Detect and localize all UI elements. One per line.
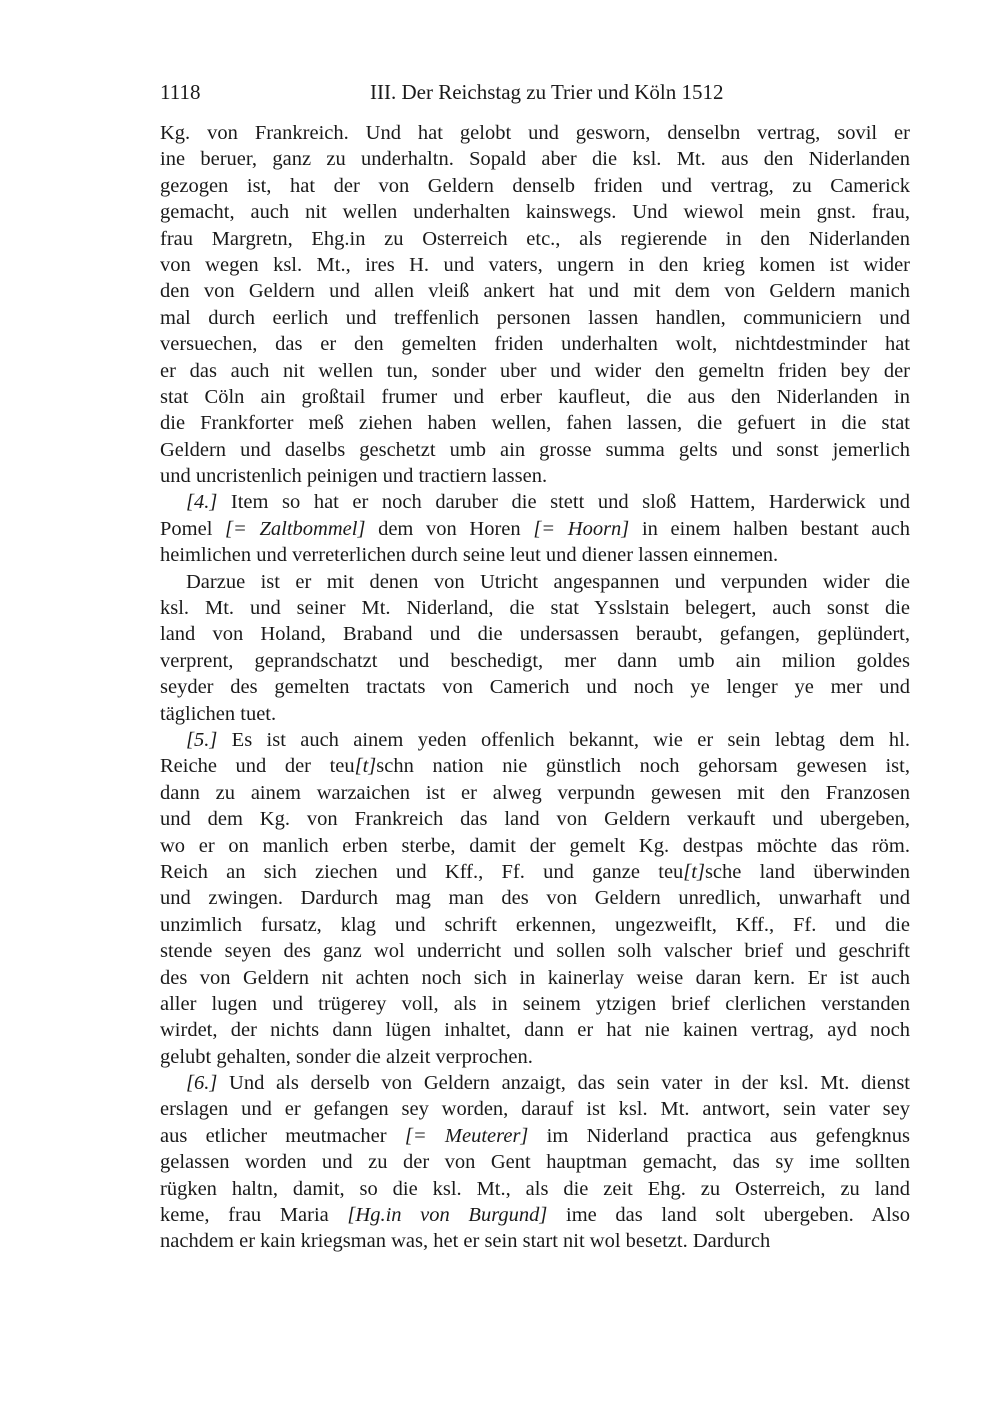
body-text <box>160 120 910 1255</box>
page-number: 1118 <box>160 80 201 104</box>
text-line <box>160 912 910 938</box>
text-segment: seyder des gemelten tractats von Camerich und noch ye lenger ye mer und <box>160 676 910 699</box>
text-line <box>160 305 910 331</box>
text-segment: des von Geldern nit achten noch sich in kainerlay weise daran kern. Er ist auch <box>160 966 910 989</box>
text-segment: und uncristenlich peinigen und tractiern lassen. <box>160 465 548 488</box>
text-line <box>160 780 910 806</box>
text-segment: wo er on manlich erben sterbe, damit der gemelt Kg. destpas möchte das röm. <box>160 834 910 857</box>
text-line <box>160 410 910 436</box>
text-segment: Pomel <box>160 517 226 540</box>
text-segment: gelubt gehalten, sonder die alzeit verprochen. <box>160 1045 533 1068</box>
text-line <box>160 278 910 304</box>
text-line <box>160 701 910 727</box>
text-segment: gelassen worden und zu der von Gent hauptman gemacht, das sy ime sollten <box>160 1151 910 1174</box>
text-line <box>160 120 910 146</box>
running-header <box>160 80 910 110</box>
text-segment: Reiche und der teu <box>160 755 355 778</box>
text-line <box>160 1149 910 1175</box>
text-segment: Kg. von Frankreich. Und hat gelobt und gesworn, denselbn vertrag, sovil er <box>160 122 910 144</box>
editorial-note: [5.] <box>186 728 218 751</box>
text-line <box>160 1176 910 1202</box>
text-line <box>160 648 910 674</box>
text-line <box>160 173 910 199</box>
text-line <box>160 146 910 172</box>
text-segment: rügken haltn, damit, so die ksl. Mt., als die zeit Ehg. zu Osterreich, zu land <box>160 1177 910 1200</box>
text-line <box>160 226 910 252</box>
text-line <box>160 1096 910 1122</box>
text-line <box>160 753 910 779</box>
text-line <box>160 859 910 885</box>
text-segment: keme, frau Maria <box>160 1204 348 1227</box>
text-segment: stende seyen des ganz wol underricht und sollen solh valscher brief und geschrift <box>160 940 910 963</box>
editorial-note: [4.] <box>186 491 218 514</box>
text-segment: heimlichen und verreterlichen durch seine leut und diener lassen einnemen. <box>160 544 779 567</box>
text-line <box>160 358 910 384</box>
text-line <box>160 569 910 595</box>
text-line <box>160 806 910 832</box>
text-line <box>160 331 910 357</box>
text-segment: den von Geldern und allen vleiß ankert hat und mit dem von Geldern manich <box>160 280 910 303</box>
text-segment: Reich an sich ziechen und Kff., Ff. und ganze teu <box>160 860 684 883</box>
text-segment: frau Margretn, Ehg.in zu Osterreich etc., als regierende in den Niderlanden <box>160 227 910 250</box>
text-line <box>160 1123 910 1149</box>
text-line <box>160 833 910 859</box>
text-segment: und zwingen. Dardurch mag man des von Geldern unredlich, unwarhaft und <box>160 887 910 910</box>
text-segment: Geldern und daselbs geschetzt umb ain grosse summa gelts und sonst jemerlich <box>160 438 910 461</box>
text-line <box>160 965 910 991</box>
text-segment: und dem Kg. von Frankreich das land von Geldern verkauft und ubergeben, <box>160 808 910 831</box>
text-line <box>160 885 910 911</box>
text-segment: nachdem er kain kriegsman was, het er sein start nit wol besetzt. Dardurch <box>160 1230 771 1253</box>
text-line <box>160 991 910 1017</box>
text-segment: erslagen und er gefangen sey worden, darauf ist ksl. Mt. antwort, sein vater sey <box>160 1098 910 1121</box>
text-line <box>160 727 910 753</box>
text-line <box>160 1202 910 1228</box>
text-segment: die Frankforter meß ziehen haben wellen, fahen lassen, die gefuert in die stat <box>160 412 910 435</box>
editorial-note: [6.] <box>186 1072 218 1095</box>
text-segment: unzimlich fursatz, klag und schrift erkennen, ungezweiflt, Kff., Ff. und die <box>160 913 910 936</box>
text-segment: verprent, geprandschatzt und beschedigt, mer dann umb ain milion goldes <box>160 649 910 672</box>
text-segment: ine beruer, ganz zu underhaltn. Sopald aber die ksl. Mt. aus den Niderlanden <box>160 148 910 171</box>
text-line <box>160 252 910 278</box>
text-line <box>160 463 910 489</box>
text-segment: wirdet, der nichts dann lügen inhaltet, dann er hat nie kainen vertrag, ayd noch <box>160 1019 910 1042</box>
editorial-note: [= Meuterer] <box>404 1124 529 1147</box>
text-line <box>160 489 910 515</box>
text-segment: gezogen ist, hat der von Geldern denselb friden und vertrag, zu Camerick <box>160 174 910 197</box>
editorial-note: [t] <box>354 755 377 778</box>
editorial-note: [= Hoorn] <box>533 517 630 540</box>
text-segment: von wegen ksl. Mt., ires H. und vaters, ungern in den krieg komen ist wider <box>160 253 910 276</box>
text-segment: versuechen, das er den gemelten friden underhalten wolt, nichtdestminder hat <box>160 333 910 356</box>
text-segment: aller lugen und trügerey voll, als in seinem ytzigen brief clerlichen verstanden <box>160 992 910 1015</box>
text-line <box>160 199 910 225</box>
text-segment: ksl. Mt. und seiner Mt. Niderland, die stat Ysslstain belegert, auch sonst die <box>160 597 910 620</box>
editorial-note: [= Zaltbommel] <box>225 517 366 540</box>
text-line <box>160 1070 910 1096</box>
text-segment: stat Cöln ain großtail frumer und erber kaufleut, die aus den Niderlanden in <box>160 385 910 408</box>
text-segment: Item so hat er noch daruber die stett und sloß Hattem, Harderwick und <box>217 491 910 514</box>
text-segment: täglichen tuet. <box>160 702 277 725</box>
editorial-note: [t] <box>683 860 705 883</box>
text-segment: in einem halben bestant auch <box>629 517 910 540</box>
text-segment: gemacht, auch nit wellen underhalten kainswegs. Und wiewol mein gnst. frau, <box>160 201 910 224</box>
text-segment: er das auch nit wellen tun, sonder uber und wider den gemeltn friden bey der <box>160 359 910 382</box>
text-line <box>160 621 910 647</box>
text-line <box>160 542 910 568</box>
text-segment: ime das land solt ubergeben. Also <box>547 1204 910 1227</box>
text-segment: schn nation nie günstlich noch gehorsam gewesen ist, <box>376 755 910 778</box>
text-segment: sche land überwinden <box>704 860 910 883</box>
text-line <box>160 516 910 542</box>
text-segment: im Niderland practica aus gefengknus <box>528 1124 910 1147</box>
text-segment: Es ist auch ainem yeden offenlich bekannt, wie er sein lebtag dem hl. <box>217 728 910 751</box>
text-segment: land von Holand, Braband und die undersassen beraubt, gefangen, geplündert, <box>160 623 910 646</box>
text-line <box>160 674 910 700</box>
text-segment: Darzue ist er mit denen von Utricht angespannen und verpunden wider die <box>186 570 910 593</box>
text-segment: dem von Horen <box>365 517 534 540</box>
text-line <box>160 1044 910 1070</box>
editorial-note: [Hg.in von Burgund] <box>347 1204 548 1227</box>
text-segment: dann zu ainem warzaichen ist er alweg verpundn gewesen mit den Franzosen <box>160 781 910 804</box>
text-segment: Und als derselb von Geldern anzaigt, das sein vater in der ksl. Mt. dienst <box>217 1072 910 1095</box>
text-line <box>160 1017 910 1043</box>
running-title: III. Der Reichstag zu Trier und Köln 1512 <box>370 80 724 104</box>
text-line <box>160 437 910 463</box>
text-line <box>160 1228 910 1254</box>
text-segment: mal durch eerlich und treffenlich personen lassen handlen, communiciern und <box>160 306 910 329</box>
text-line <box>160 938 910 964</box>
text-line <box>160 595 910 621</box>
text-line <box>160 384 910 410</box>
text-segment: aus etlicher meutmacher <box>160 1124 405 1147</box>
